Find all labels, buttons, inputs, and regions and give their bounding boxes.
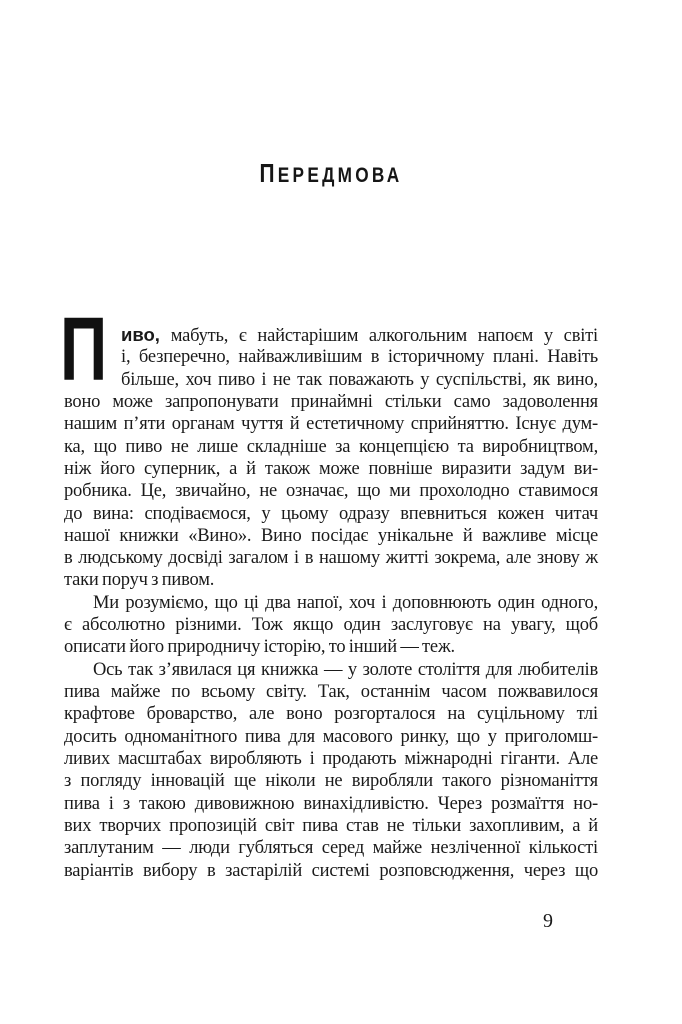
text-line: ніж його суперник, а й також може повніше виразити задум ви- <box>64 458 598 479</box>
text-line: пива і з такою дивовижною винахідливістю. Через розмаїття но- <box>64 793 598 814</box>
text-line: воно може запропонувати принаймні стільки само задоволення <box>64 391 598 412</box>
text-line: нашим п’яти органам чуття й естетичному сприйняттю. Існує дум- <box>64 414 598 435</box>
chapter-heading <box>112 162 550 188</box>
text-line: заплутаним — люди губляться серед майже незліченної кількості <box>64 838 598 859</box>
text-line: до вина: сподіваємося, у цьому одразу впевниться кожен читач <box>64 503 598 524</box>
text-line: є абсолютно різними. Тож якщо один заслуговує на увагу, щоб <box>64 615 598 636</box>
text-line: більше, хоч пиво і не так поважають у суспільстві, як вино, <box>121 369 598 390</box>
chapter-heading-rest: ЕРЕДМОВА <box>277 164 403 187</box>
text-line: таки поруч з пивом. <box>64 570 215 591</box>
text-line: пива майже по всьому світу. Так, останнім часом пожвавилося <box>64 682 598 702</box>
page-number: 9 <box>543 910 553 932</box>
body-text <box>60 300 598 882</box>
text-line: иво, мабуть, є найстарішим алкогольним напоєм у світі <box>121 324 598 346</box>
text-line: робника. Це, звичайно, не означає, що ми прохолодно ставимося <box>64 481 598 502</box>
paragraph-lines <box>64 324 598 882</box>
drop-cap: П <box>60 300 108 400</box>
text-line: Ми розуміємо, що ці два напої, хоч і доповнюють один одного, <box>93 592 598 613</box>
text-line: з погляду інновацій ще ніколи не виробляли такого різноманіття <box>64 771 598 792</box>
text-line: нашої книжки «Вино». Вино посідає унікальне й важливе місце <box>64 525 598 546</box>
text-line: вих творчих пропозицій світ пива став не тільки захопливим, а й <box>64 815 598 836</box>
text-line: Ось так з’явилася ця книжка — у золоте століття для любителів <box>93 659 598 680</box>
text-line: досить одноманітного пива для масового ринку, що у приголомш- <box>64 726 598 747</box>
text-line: в людському досвіді загалом і в нашому житті зокрема, але знову ж <box>64 548 598 569</box>
text-line: ливих масштабах виробляють і продають міжнародні гіганти. Але <box>64 748 598 769</box>
text-line: і, безперечно, найважливішим в історичному плані. Навіть <box>121 347 598 368</box>
text-line: описати його природничу історію, то інший — теж. <box>64 637 455 658</box>
text-line: ка, що пиво не лише складніше за концепцією та виробництвом, <box>64 436 598 457</box>
text-line: варіантів вибору в застарілій системі розповсюдження, через що <box>64 860 598 881</box>
chapter-heading-initial: П <box>259 160 278 188</box>
text-line: крафтове броварство, але воно розгорталося на суцільному тлі <box>64 704 598 725</box>
lead-word-bold: иво, <box>121 324 160 345</box>
